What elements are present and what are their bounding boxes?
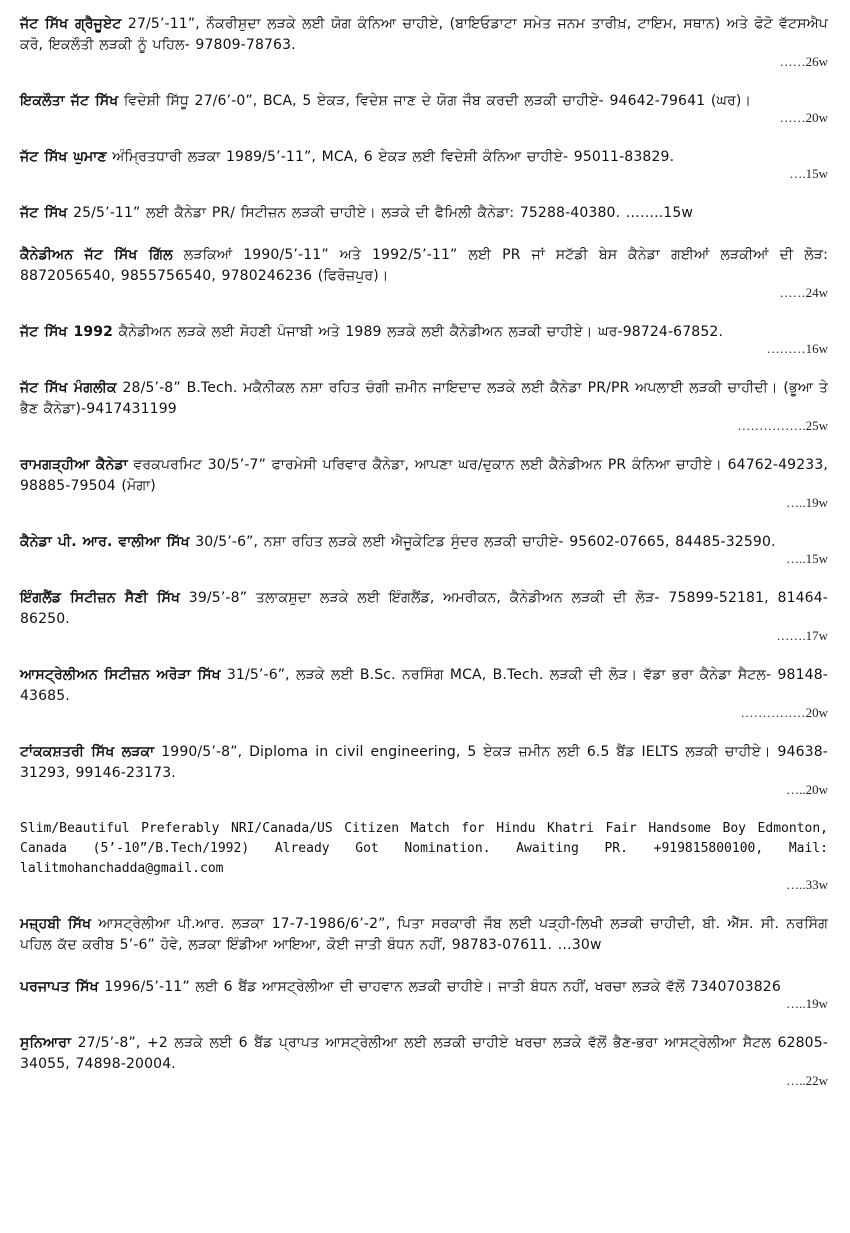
ad-code: …..19w: [786, 495, 828, 510]
ad-text: [20, 1033, 828, 1075]
ad-text: [20, 914, 828, 956]
ad-body: 27/5’-8”, +2 ਲੜਕੇ ਲਈ 6 ਬੈਂਡ ਪ੍ਰਾਪਤ ਆਸਟ੍ਰੇਲੀਆ ਲਈ ਲੜਕੀ ਚਾਹੀਏ ਖਰਚਾ ਲੜਕੇ ਵੱਲੋਂ ਭੈਣ-ਭਰਾ ਆਸਟ੍ਰੇਲੀਆ ਸੈਟਲ 62805-34055, 74898-20004.: [20, 1035, 829, 1072]
ad-body: 25/5’-11” ਲਈ ਕੈਨੇਡਾ PR/ ਸਿਟੀਜ਼ਨ ਲੜਕੀ ਚਾਹੀਏ। ਲੜਕੇ ਦੀ ਫੈਮਿਲੀ ਕੈਨੇਡਾ: 75288-40380. ……..15w: [73, 205, 694, 221]
ad-code: …..15w: [786, 551, 828, 566]
ad-body: ਵਰਕਪਰਮਿਟ 30/5’-7” ਫਾਰਮੇਸੀ ਪਰਿਵਾਰ ਕੈਨੇਡਾ, ਆਪਣਾ ਘਰ/ਦੁਕਾਨ ਲਈ ਕੈਨੇਡੀਅਨ PR ਕੰਨਿਆ ਚਾਹੀਏ। 64762-49233, 98885-79504 (ਮੋਗਾ): [20, 457, 828, 494]
ad-code: ……26w: [779, 54, 828, 69]
ad-heading: ਜੱਟ ਸਿੱਖ 1992: [20, 324, 114, 340]
ad-entry: [20, 322, 828, 357]
ad-heading: ਜੱਟ ਸਿੱਖ ਮੰਗਲੀਕ: [20, 380, 117, 396]
ad-entry: [20, 245, 828, 301]
ad-text: [20, 14, 828, 56]
ad-text: [20, 819, 828, 879]
ad-entry: [20, 14, 828, 70]
ad-entry: [20, 742, 828, 798]
ad-body: ਅੰਮ੍ਰਿਤਧਾਰੀ ਲੜਕਾ 1989/5’-11”, MCA, 6 ਏਕੜ ਲਈ ਵਿਦੇਸ਼ੀ ਕੰਨਿਆ ਚਾਹੀਏ- 95011-83829.: [112, 149, 675, 165]
ad-entry: [20, 455, 828, 511]
ad-heading: ਮਜ਼੍ਹਬੀ ਸਿੱਖ: [20, 916, 92, 932]
ad-entry: [20, 532, 828, 567]
ad-text: [20, 378, 828, 420]
ad-body: 1990/5’-8”, Diploma in civil engineering, 5 ਏਕੜ ਜ਼ਮੀਨ ਲਈ 6.5 ਬੈਂਡ IELTS ਲੜਕੀ ਚਾਹੀਏ। 94638-31293, 99146-23173.: [20, 744, 828, 781]
ad-heading: ਜੱਟ ਸਿੱਖ ਘੁਮਾਣ: [20, 149, 107, 165]
ad-body: ਲੜਕਿਆਂ 1990/5’-11” ਅਤੇ 1992/5’-11” ਲਈ PR ਜਾਂ ਸਟੱਡੀ ਬੇਸ ਕੈਨੇਡਾ ਗਈਆਂ ਲੜਕੀਆਂ ਦੀ ਲੋੜ: 8872056540, 9855756540, 9780246236 (ਫਿਰੋਜ਼ਪੁਰ)।: [20, 247, 828, 284]
ad-code: ……24w: [779, 285, 828, 300]
ad-text: [20, 245, 828, 287]
ad-entry: [20, 378, 828, 434]
ad-entry: [20, 91, 828, 126]
ad-heading: ਸੁਨਿਆਰਾ: [20, 1035, 72, 1051]
ad-heading: ਕੈਨੇਡਾ ਪੀ. ਆਰ. ਵਾਲੀਆ ਸਿੱਖ: [20, 534, 190, 550]
ad-body: 31/5’-6”, ਲੜਕੇ ਲਈ B.Sc. ਨਰਸਿੰਗ MCA, B.Tech. ਲੜਕੀ ਦੀ ਲੋੜ। ਵੱਡਾ ਭਰਾ ਕੈਨੇਡਾ ਸੈਟਲ- 98148-43685.: [20, 667, 828, 704]
ad-body: ਕੈਨੇਡੀਅਨ ਲੜਕੇ ਲਈ ਸੋਹਣੀ ਪੰਜਾਬੀ ਅਤੇ 1989 ਲੜਕੇ ਲਈ ਕੈਨੇਡੀਅਨ ਲੜਕੀ ਚਾਹੀਏ। ਘਰ-98724-67852.: [118, 324, 724, 340]
ad-body: Slim/Beautiful Preferably NRI/Canada/US Citizen Match for Hindu Khatri Fair Handsome Boy Edmonton, Canada (5’-10”/B.Tech/1992) Already Got Nomination. Awaiting PR. +919815800100, Mail: lalitmohanchadda@gmail.com: [20, 821, 828, 876]
ad-code: …..19w: [786, 996, 828, 1011]
ad-body: 1996/5’-11” ਲਈ 6 ਬੈਂਡ ਆਸਟ੍ਰੇਲੀਆ ਦੀ ਚਾਹਵਾਨ ਲੜਕੀ ਚਾਹੀਏ। ਜਾਤੀ ਬੰਧਨ ਨਹੀਂ, ਖਰਚਾ ਲੜਕੇ ਵੱਲੋਂ 7340703826: [104, 979, 781, 995]
ad-heading: ਇਕਲੌਤਾ ਜੱਟ ਸਿੱਖ: [20, 93, 119, 109]
ad-code: …..20w: [786, 782, 828, 797]
ad-entry-english: [20, 819, 828, 893]
ad-heading: ਕੈਨੇਡੀਅਨ ਜੱਟ ਸਿੱਖ ਗਿੱਲ: [20, 247, 173, 263]
ad-body: ਵਿਦੇਸ਼ੀ ਸਿੱਧੂ 27/6’-0”, BCA, 5 ਏਕੜ, ਵਿਦੇਸ਼ ਜਾਣ ਦੇ ਯੋਗ ਜੌਬ ਕਰਦੀ ਲੜਕੀ ਚਾਹੀਏ- 94642-79641 (ਘਰ)।: [123, 93, 752, 109]
ad-entry: [20, 147, 828, 182]
ad-entry: [20, 665, 828, 721]
ad-entry: [20, 914, 828, 956]
ad-entry: [20, 588, 828, 644]
ad-text: [20, 91, 828, 112]
ad-heading: ਜੱਟ ਸਿੱਖ ਗ੍ਰੈਜੂਏਟ: [20, 16, 122, 32]
ad-body: 28/5’-8” B.Tech. ਮਕੈਨੀਕਲ ਨਸ਼ਾ ਰਹਿਤ ਚੰਗੀ ਜ਼ਮੀਨ ਜਾਇਦਾਦ ਲੜਕੇ ਲਈ ਕੈਨੇਡਾ PR/PR ਅਪਲਾਈ ਲੜਕੀ ਚਾਹੀਦੀ। (ਭੂਆ ਤੇ ਭੈਣ ਕੈਨੇਡਾ)-9417431199: [20, 380, 828, 417]
ad-code: ….15w: [789, 166, 828, 181]
ad-code: …….17w: [776, 628, 828, 643]
ad-body: 39/5’-8” ਤਲਾਕਸ਼ੁਦਾ ਲੜਕੇ ਲਈ ਇੰਗਲੈਂਡ, ਅਮਰੀਕਨ, ਕੈਨੇਡੀਅਨ ਲੜਕੀ ਦੀ ਲੋੜ- 75899-52181, 81464-86250.: [20, 590, 829, 627]
ad-heading: ਟਾਂਕਕਸ਼ਤਰੀ ਸਿੱਖ ਲੜਕਾ: [20, 744, 155, 760]
ad-entry: [20, 977, 828, 1012]
ad-entry: [20, 1033, 828, 1089]
ad-code: …..33w: [786, 877, 828, 892]
ad-code: ……20w: [779, 110, 828, 125]
ad-entry: [20, 203, 828, 224]
ad-text: [20, 455, 828, 497]
ad-code: …………….25w: [737, 418, 828, 433]
ad-code: …..22w: [786, 1073, 828, 1088]
ad-heading: ਆਸਟ੍ਰੇਲੀਅਨ ਸਿਟੀਜ਼ਨ ਅਰੋੜਾ ਸਿੱਖ: [20, 667, 221, 683]
ad-body: 27/5’-11”, ਨੌਕਰੀਸ਼ੁਦਾ ਲੜਕੇ ਲਈ ਯੋਗ ਕੰਨਿਆ ਚਾਹੀਏ, (ਬਾਇਓਡਾਟਾ ਸਮੇਤ ਜਨਮ ਤਾਰੀਖ਼, ਟਾਇਮ, ਸਥਾਨ) ਅਤੇ ਫੋਟੋ ਵੱਟਸਐਪ ਕਰੋ, ਇਕਲੌਤੀ ਲੜਕੀ ਨੂੰ ਪਹਿਲ- 97809-78763.: [20, 16, 828, 53]
ad-text: [20, 742, 828, 784]
ad-text: [20, 203, 828, 224]
ad-text: [20, 665, 828, 707]
ad-text: [20, 147, 828, 168]
ad-heading: ਜੱਟ ਸਿੱਖ: [20, 205, 68, 221]
ad-code: ……………20w: [740, 705, 828, 720]
ad-body: 30/5’-6”, ਨਸ਼ਾ ਰਹਿਤ ਲੜਕੇ ਲਈ ਐਜੂਕੇਟਿਡ ਸੁੰਦਰ ਲੜਕੀ ਚਾਹੀਏ- 95602-07665, 84485-32590.: [195, 534, 776, 550]
ad-code: ………16w: [766, 341, 828, 356]
ad-text: [20, 322, 828, 343]
ad-heading: ਪਰਜਾਪਤ ਸਿੱਖ: [20, 979, 99, 995]
ad-heading: ਇੰਗਲੈਂਡ ਸਿਟੀਜ਼ਨ ਸੈਣੀ ਸਿੱਖ: [20, 590, 181, 606]
ad-text: [20, 532, 828, 553]
ad-text: [20, 588, 828, 630]
ad-heading: ਰਾਮਗੜ੍ਹੀਆ ਕੈਨੇਡਾ: [20, 457, 128, 473]
ad-text: [20, 977, 828, 998]
ad-body: ਆਸਟ੍ਰੇਲੀਆ ਪੀ.ਆਰ. ਲੜਕਾ 17-7-1986/6’-2”, ਪਿਤਾ ਸਰਕਾਰੀ ਜੌਬ ਲਈ ਪੜ੍ਹੀ-ਲਿਖੀ ਲੜਕੀ ਚਾਹੀਦੀ, ਬੀ. ਐੱਸ. ਸੀ. ਨਰਸਿੰਗ ਪਹਿਲ ਕੱਦ ਕਰੀਬ 5’-6” ਹੋਵੇ, ਲੜਕਾ ਇੰਡੀਆ ਆਇਆ, ਕੋਈ ਜਾਤੀ ਬੰਧਨ ਨਹੀਂ, 98783-07611. …30w: [20, 916, 829, 953]
